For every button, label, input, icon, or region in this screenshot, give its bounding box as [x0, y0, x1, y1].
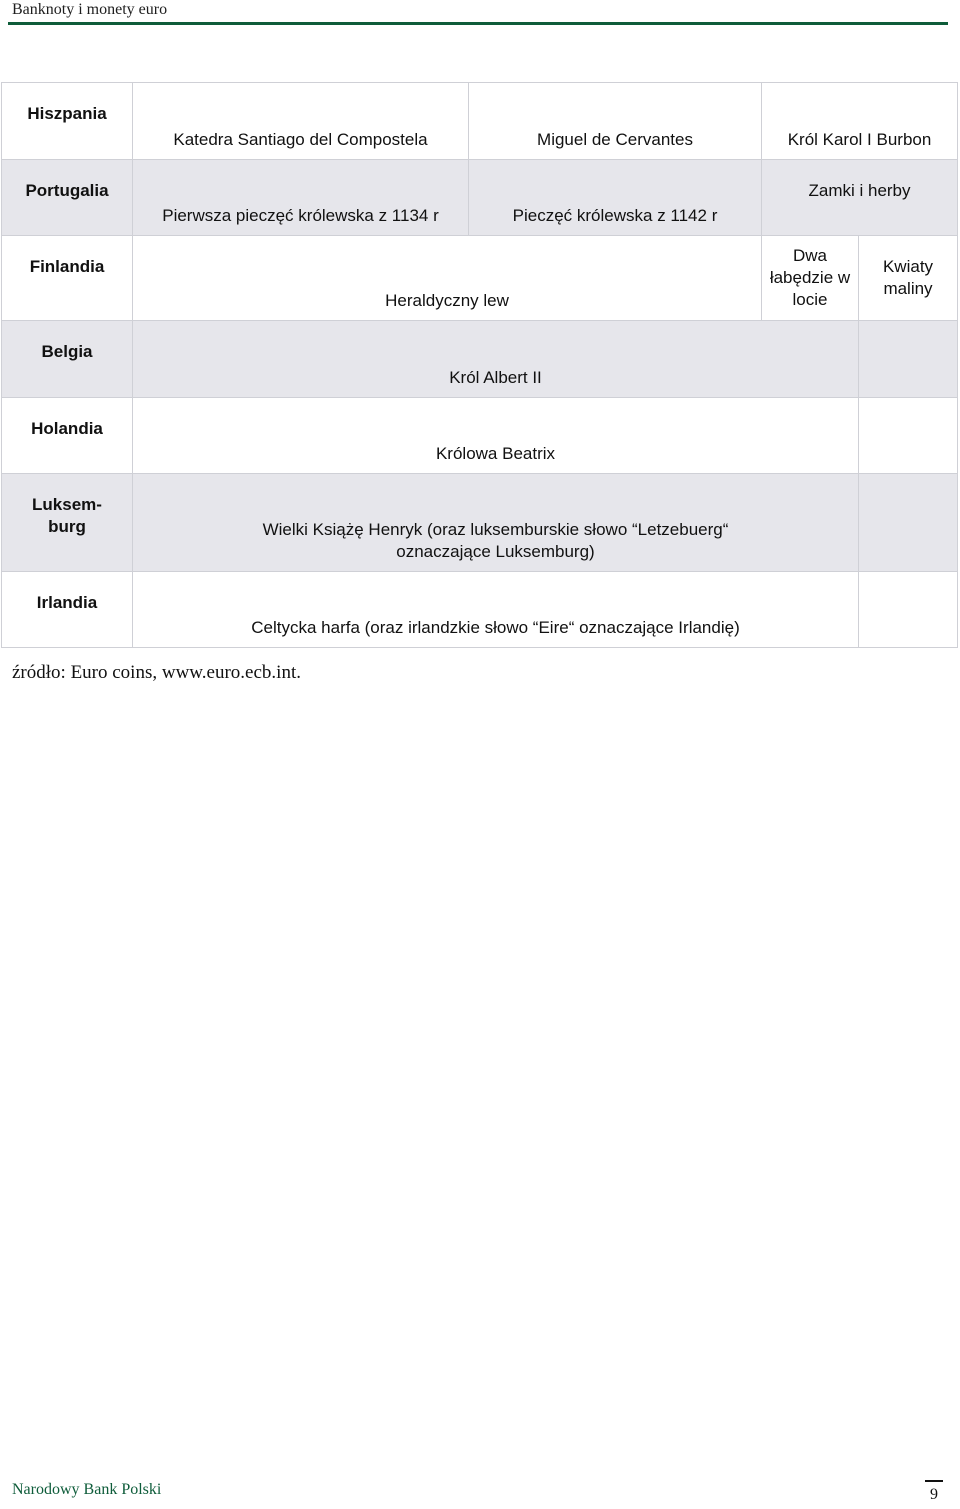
- table-row-hiszpania: [2, 83, 958, 160]
- table-cell: Królowa Beatrix: [133, 398, 859, 474]
- table-row-belgia: [2, 321, 958, 398]
- table-cell-empty: [859, 321, 958, 398]
- country-name: Irlandia: [2, 572, 133, 648]
- table-cell: Heraldyczny lew: [133, 236, 762, 321]
- table-cell: Wielki Książę Henryk (oraz luksemburskie słowo “Letzebuerg“ oznaczające Luksemburg): [133, 474, 859, 572]
- coin-designs-table: [1, 82, 958, 648]
- table-row-irlandia: [2, 572, 958, 648]
- running-header-title: Banknoty i monety euro: [12, 1, 168, 18]
- table-cell-empty: [859, 398, 958, 474]
- country-name: Portugalia: [2, 160, 133, 236]
- country-name: Finlandia: [2, 236, 133, 321]
- table-row-holandia: [2, 398, 958, 474]
- table-cell: Pieczęć królewska z 1142 r: [469, 160, 762, 236]
- country-name: Luksem-burg: [2, 474, 133, 572]
- page-number: 9: [925, 1480, 943, 1504]
- table-cell: Katedra Santiago del Compostela: [133, 83, 469, 160]
- table-cell: Miguel de Cervantes: [469, 83, 762, 160]
- footer-publisher: Narodowy Bank Polski: [12, 1481, 162, 1498]
- header-divider: [8, 22, 948, 25]
- table-cell: Dwa łabędzie w locie: [762, 236, 859, 321]
- table-cell: Kwiaty maliny: [859, 236, 958, 321]
- table-cell: Celtycka harfa (oraz irlandzkie słowo “Eire“ oznaczające Irlandię): [133, 572, 859, 648]
- country-name: Hiszpania: [2, 83, 133, 160]
- table-cell: Król Karol I Burbon: [762, 83, 958, 160]
- table-cell: Pierwsza pieczęć królewska z 1134 r: [133, 160, 469, 236]
- table-cell-empty: [859, 474, 958, 572]
- table-row-finlandia: [2, 236, 958, 321]
- table-cell: Zamki i herby: [762, 160, 958, 236]
- country-name: Holandia: [2, 398, 133, 474]
- table-cell-empty: [859, 572, 958, 648]
- table-row-portugalia: [2, 160, 958, 236]
- country-name: Belgia: [2, 321, 133, 398]
- source-note: źródło: Euro coins, www.euro.ecb.int.: [12, 662, 301, 683]
- table-row-luksemburg: [2, 474, 958, 572]
- table-cell: Król Albert II: [133, 321, 859, 398]
